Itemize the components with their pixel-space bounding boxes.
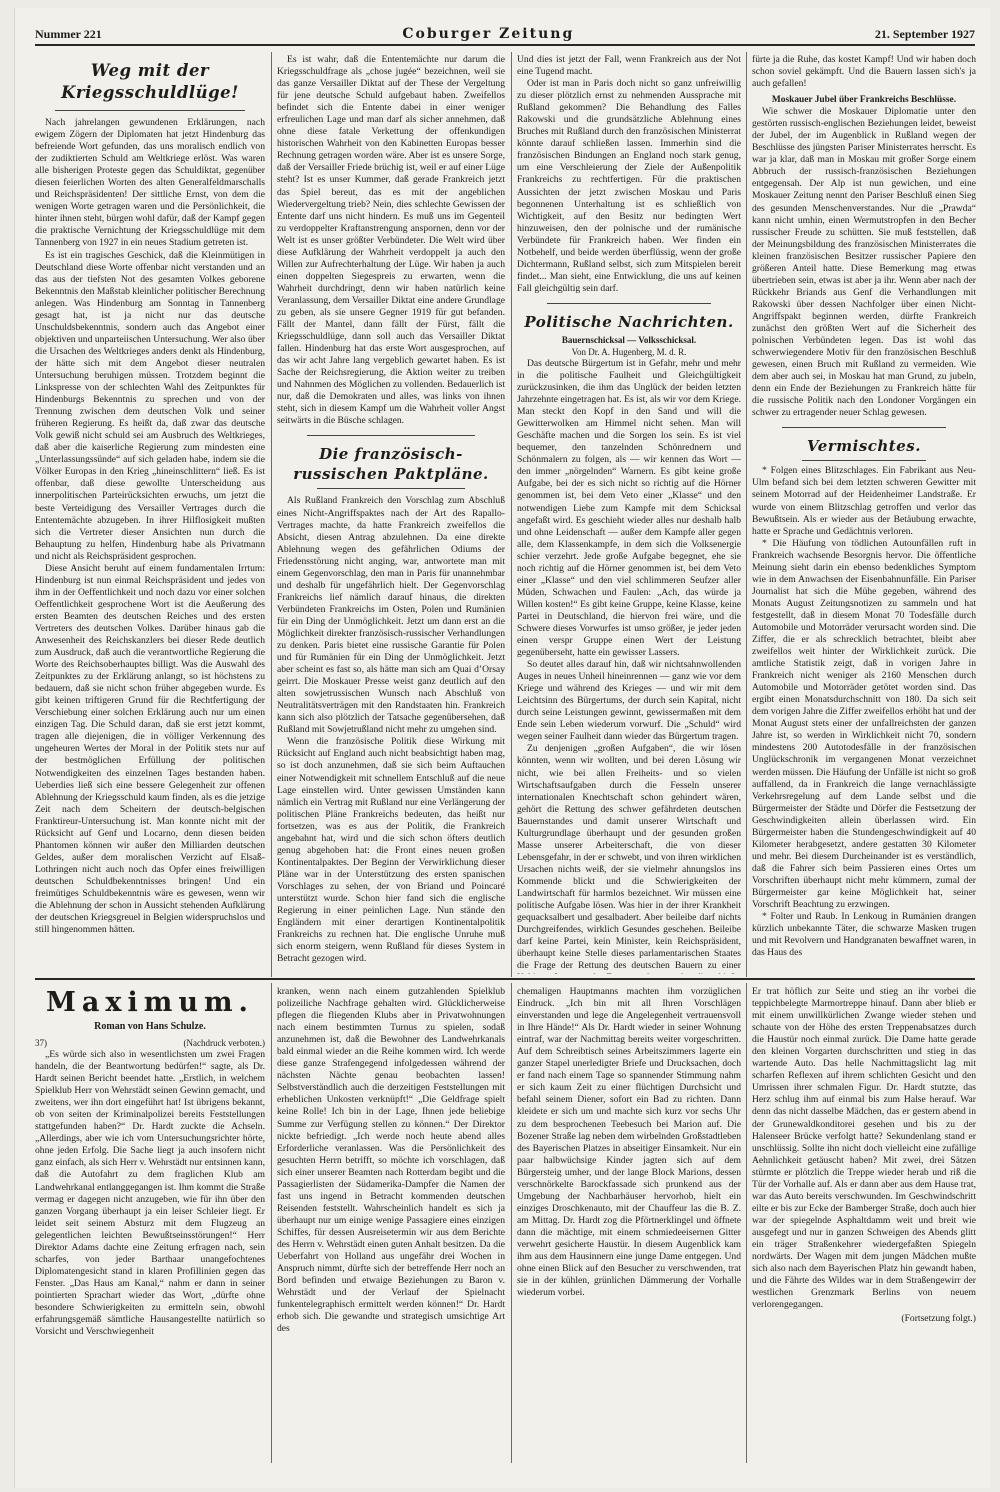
serial-title: Maximum. xyxy=(46,987,254,1018)
newspaper-page xyxy=(14,8,990,1488)
serial-column-4 xyxy=(752,986,976,1464)
subheadline: Bauernschicksal — Volksschicksal. xyxy=(561,334,697,345)
section-rule xyxy=(35,978,975,980)
divider xyxy=(317,488,465,489)
serial-paragraph: Er trat höflich zur Seite und stieg an ihr vorbei die teppichbelegte Marmortreppe hinauf. Dann aber blieb er mit einem unwillkürlichen Zwange wieder stehen und schaute von der Höhe des ersten Treppenabsatzes durch die Haustür noch einmal zurück. Die Dame hatte gerade den kleinen Vorgarten durchschritten und stieg in das wartende Auto. Das helle Nachmittagslicht lag mit scharfen Reflexen auf ihrem schlichten Gesicht und den Umrissen ihrer schmalen Figur. Dr. Hardt stutzte, das Herz schlug ihm auf einmal bis zum Halse herauf. War denn das nicht dasselbe Mädchen, das er gestern abend in der Grunewaldkonditorei gesehen und bis zu der Halenseer Brücke verfolgt hatte? Sekundenlang stand er unschlüssig. Sollte ihn nicht doch vielleicht eine zufällige Aehnlichkeit getäuscht haben? Mit zwei, drei Sätzen stürmte er plötzlich die Treppe wieder herab und riß die Tür der Vorhalle auf. Als er dann aber aus dem Hause trat, war das Auto bereits verschwunden. Im Geschwindschritt eilte er bis zur Ecke der Bamberger Straße, doch auch hier war der spiegelnde Asphaltdamm weit und breit wie ausgefegt und nur in ganzen Schweigen des Abends glitt ein träger Straßenkehrer wiedergefaßten Spiegeln nordwärts. Der Wagen mit dem jungen Mädchen mußte sich also nach dem Bayerischen Platz hin gewandt haben, und die Fährte des Wildes war in dem Straßengewirr der westlichen Grenzmark Berlins von neuem verlorengegangen. xyxy=(752,986,976,1311)
serial-column-3 xyxy=(517,986,741,1464)
article-paragraph: So deutet alles darauf hin, daß wir nichtsahnwollenden Auges in neues Unheil hineinrennen — ganz wie vor dem Kriege und während des Krieges — und wir mit dem Leichtsinn des Bürgertums, der durch sein Kapital, nicht durch seine Leistungen gewinnt, gewissermaßen mit dem Ende sein Leben wiederum vorwurf. Die „Schuld“ wird wegen seiner Faulheit dann wieder das Bürgertum tragen. xyxy=(517,659,741,743)
column-rule xyxy=(511,52,512,977)
headline-vermischtes: Vermischtes. xyxy=(807,437,921,456)
serial-subtitle: Roman von Hans Schulze. xyxy=(94,1021,206,1032)
article-paragraph: Das deutsche Bürgertum ist in Gefahr, mehr und mehr in die politische Faulheit und Gleichgültigkeit zurückzusinken, die ihm das Unglück der beiden letzten Jahrzehnte eingetragen hat. Es ist, als wir vor dem Kriege. Man steckt den Kopf in den Sand und will die Gewitterwolken am Himmel nicht sehen. Man will Geschäfte machen und die Sorgen los sein. Es ist viel bequemer, den tanzelnden Schönrednern und Schönmalern zu folgen, als — wir kennen das Wort — den immer „nörgelnden“ Warnern. Es gibt keine große Aufgabe, bei der es sich nicht so richtig auf die Hörner genommen ist, bei dem Veto einer „Klasse“ und den notwendigen Liebe zum Kampfe mit dem Schicksal angefaßt wird. Es geschieht wieder alles nur deshalb halb und ohne Leidenschaft — außer dem Kampfe aller gegen alle, dem Klassenkampfe, in dem sich die Volksenergie schier verzehrt. Jede große Aufgabe begegnet, ehe sie noch richtig auf die Hörner genommen ist, bei dem Veto einer „Klasse“ und den viel schlimmeren Seufzer aller Müden, Schwachen und Faulen: „Ach, das würde ja Willen kosten!“ Es gibt keine Gruppe, keine Klasse, keine Partei in Deutschland, die hiervon frei wäre, und die Schwere dieses Vorwurfes ist umso größer, je jeder jeden einen verspr Gruppe einen Wert der Leistung gegenüberseht, hatte ein gewisser Lassers. xyxy=(517,357,741,659)
divider xyxy=(782,427,946,428)
rights-notice: (Nachdruck verboten.) xyxy=(183,1038,265,1048)
column-3 xyxy=(517,54,741,974)
article-paragraph: Und dies ist jetzt der Fall, wenn Frankreich aus der Not eine Tugend macht. xyxy=(517,54,741,78)
serial-meta xyxy=(35,1037,265,1049)
article-paragraph: Nach jahrelangen gewundenen Erklärungen, nach ewigem Zögern der Diplomaten hat jetzt Hindenburg das befreiende Wort gefunden, das uns moralisch endlich von der zudiktierten Schuld am Weltkriege erlöst. Was waren alle bisherigen Proteste gegen das Schuldiktat, gegenüber diesen feierlichen Worten des alten Generalfeldmarschalls und Reichspräsidenten! Der sittliche Ernst, von dem die wenigen Worte getragen waren und die Persönlichkeit, die hinter ihnen steht, bürgen wohl dafür, daß der Kampf gegen die praktische Vernichtung der Kriegsschuldlüge mit dem Tannenberg von 1927 in ein neues Stadium getreten ist. xyxy=(35,117,265,249)
article-paragraph: * Die Häufung von tödlichen Autounfällen ruft in Frankreich wachsende Besorgnis hervor. Die öffentliche Meinung sieht darin ein ebenso bedenkliches Symptom wie in dem Anwachsen der Eisenbahnunfälle. Ein Pariser Journalist hat sich die Mühe gegeben, während des Monats August Zeitungsnotizen zu sammeln und hat festgestellt, daß in diesem Monat 70 Todesfälle durch Automobile und Motorräder verursacht worden sind. Die Ziffer, die er als schrecklich betrachtet, bleibt aber zweifellos weit hinter der Wirklichkeit zurück. Die amtliche Statistik zeigt, daß in vorigen Jahre in Frankreich nicht weniger als 2160 Menschen durch Automobile und Motorräder getötet worden sind. Das ergibt einen Monatsdurchschnitt von 180. Da sich seit dem vorigen Jahre die Ziffer zweifellos erhöht hat und der Monat August stets einer der unfallreichsten der ganzen Jahre ist, so werden in Wirklichkeit nicht 70, sondern mindestens 200 Autotodesfälle in der französischen Unglückschronik im vergangenen Monat verzeichnet werden müssen. Die Häufung der Unfälle ist nicht so groß auffallend, da in Frankreich die lange vernachlässigte Verkehrsregelung auf dem Lande selbst und die Bürgermeister der Städte und Dörfer die Festsetzung der Geschwindigkeiten allein überlassen wird. Ein Bürgermeister haben die Stundengeschwindigkeit auf 40 Kilometer herabgesetzt, andere gestatten 30 Kilometer und mehr. Bei diesem Durcheinander ist es verständlich, daß die Fahrer sich beim Passieren eines Ortes um Vorschriften überhaupt nicht mehr kümmern, zumal der Bürgermeister gar keine Möglichkeit hat, seiner Vorschrift Beachtung zu erzwingen. xyxy=(752,537,976,911)
article-paragraph: Wie schwer die Moskauer Diplomatie unter den gestörten russisch-englischen Beziehungen leidet, beweist der Jubel, der im Augenblick in Rußland wegen der Beschlüsse des jüngsten Pariser Ministerrates herrscht. Es war ja klar, daß man in Moskau mit großer Sorge einem Abbruch der russisch-französischen Beziehungen entgegensah. Der Alp ist nun gewichen, und eine Moskauer Zeitung nennt den Pariser Beschluß einen Sieg des gesunden Menschenverstandes. Nur die „Prawda“ kann nicht umhin, einen Wermutstropfen in den Becher russischer Freude zu schütten. Sie muß feststellen, daß der Meinungsbildung des französischen Ministerrates die kleinen französischen Besitzer russischer Papiere den größeren Anteil hatte. Diese Bemerkung mag etwas übertrieben sein, etwas ist aber ja ihr. Wenn aber nach der Rückkehr Briands aus Genf die Verhandlungen mit Rakowski über dessen Nachfolger über einen Nicht-Angriffspakt beginnen werden, dürfte Frankreich zunächst den größten Wert auf die Sicherheit des polnischen Verbündeten legen. Das ist wohl das schwerwiegendere Motiv für den französischen Beschluß gewesen, einen Bruch mit Rußland zu vermeiden. Wie dem aber auch sei, in Moskau hat man Grund, zu jubeln, denn ein Ende der Beziehungen zu Frankreich hätte für die russische Politik nach den Londoner Vorgängen ein schwer zu ertragender neuer Schlag gewesen. xyxy=(752,106,976,419)
serial-column-2 xyxy=(277,986,505,1464)
headline-paktplaene: Die französisch-russischen Paktpläne. xyxy=(293,445,489,484)
serial-paragraph: kranken, wenn nach einem gutzahlenden Spielklub polizeiliche Nachfrage gehalten wird. Glücklicherweise pflegen die fliegenden Klubs aber in Privatwohnungen nach einem bestimmten Turnus zu spielen, sodaß anzunehmen ist, daß die Bewohner des Landwehrkanals bald einmal wieder an die Reihe kommen wird. Ich werde diese ganze Strafengegend infolgedessen während der nächsten Nächte genau beobachten lassen! Selbstverständlich auch die derzeitigen Feststellungen mit erheblichen Unkosten verknüpft!“ „Die Geldfrage spielt keine Rolle! Ich bin in der Lage, Ihnen jede beliebige Summe zur Verfügung stellen zu können.“ Der Direktor nickte befriedigt. „Ich werde noch heute abend alles Erforderliche veranlassen. Was die Persönlichkeit des gesuchten Herrn betrifft, so möchte ich vorschlagen, daß sich einer unserer Beamten nach Rotterdam begibt und die Passagierlisten der Südamerika-Dampfer die Namen der fast uns ingend in Betracht kommenden deutschen Reisenden feststellt. Wahrscheinlich handelt es sich ja überhaupt nur um einige wenige Passagiere eines einzigen Schiffes, für dessen Ausreisetermin wir aus dem Berichte des Herrn v. Wehrstädt einen guten Anhalt besitzen. Da die Ueberfahrt von Holland aus ungefähr drei Wochen in Anspruch nimmt, dürfte sich der betreffende Herr noch an Bord befinden und etwaige Beziehungen zu Baron v. Wehrstädt und der Verlauf der Spielnacht funkentelegraphisch ermittelt werden können!“ Dr. Hardt erhob sich. Die gewandte und strategisch umsichtige Art des xyxy=(277,986,505,1335)
subheadline-moskauer-jubel: Moskauer Jubel über Frankreichs Beschlüsse. xyxy=(771,95,957,106)
byline: Von Dr. A. Hugenberg, M. d. R. xyxy=(571,346,687,357)
serial-paragraph: chemaligen Hauptmanns machten ihm vorzüglichen Eindruck. „Ich bin mit all Ihren Vorschlägen einverstanden und lege die Angelegenheit vertrauensvoll in Ihre Hände!“ Als Dr. Hardt wieder in seiner Wohnung eintraf, war der Nachmittag bereits weiter vorgeschritten. Auf dem Schreibtisch seines Arbeitszimmers lagerte ein ganzer Stapel unerledigter Briefe und Drucksachen, doch er fand nach einem Tage so spannender Stimmung nahm er sich kaum Zeit zu einer flüchtigen Durchsicht und befahl seinem Diener, sofort ein Bad zu richten. Dann kleidete er sich um und machte sich kurz vor sechs Uhr zu dem besprochenen Teebesuch bei Marion auf. Die Bozener Straße lag neben dem wirbelnden Großstadtleben des Bayerischen Platzes in abseitiger Einsamkeit. Nur ein paar halbwüchsige Kinder jagten sich auf dem Bürgersteig umher, und der lange Block Marions, dessen verschnörkelte Barockfassade sich prunkend aus der Umgebung der Nachbarhäuser hervorhob, hielt ein einziges Droschkenauto, mit der Chauffeur las die B. Z. am Mittag. Dr. Hardt zog die Pförtnerklingel und öffnete dann die mächtige, mit einem schmiedeeisernen Gitter verwehrt gesicherte Haustür. In diesem Augenblick kam ihm aus dem Hausinnern eine junge Dame entgegen. Und ohne einen Blick auf den Besucher zu verschwenden, trat sie in der kühlen, grünlichen Dämmerung der Vorhalle wiederum vorbei. xyxy=(517,986,741,1299)
article-paragraph: Oder ist man in Paris doch nicht so ganz unfreiwillig zu dieser plötzlich ernst zu nehmenden Aussprache mit Rußland gekommen? Die Behandlung des Falles Rakowski und die grundsätzliche Ablehnung eines Bruches mit Rußland durch den französischen Ministerrat könnte darauf schließen lassen. Immerhin sind die französischen Bindungen an England noch stark genug, um eine Verschleierung der Ziele der Außenpolitik Frankreichs zu rechtfertigen. Für die praktischen Aussichten der jetzt zwischen Moskau und Paris begonnenen Unterhaltung ist es schließlich von Wichtigkeit, auf den Besitz nur bedingten Wert hinzuweisen, den der polnische und der rumänische Verbündete für Frankreich haben. Wer finden ein Notbehelf, und beide werden überflüssig, wenn der große Dichtermann, Rußland selbst, sich zum Mitspielen bereit findet... Man sieht, eine Entwicklung, die uns auf keinen Fall gleichgültig sein darf. xyxy=(517,78,741,294)
article-paragraph: fürte ja die Ruhe, das kostet Kampf! Und wir haben doch schon soviel gekämpft. Und die Bauern lassen sich's ja auch gefallen! xyxy=(752,54,976,90)
article-paragraph: Als Rußland Frankreich den Vorschlag zum Abschluß eines Nicht-Angriffspaktes nach der Art des Rapallo-Vertrages machte, da hatte Frankreich zweifellos die Absicht, diesen Antrag abzulehnen. Da eine direkte Ablehnung wegen des gefährlichen Odiums der Friedensstörung nicht anging, war, antwortete man mit einem Gegenvorschlag, den man in Paris für unannehmbar und deshalb für ungefährlich hielt. Der Gegenvorschlag Frankreichs lief nämlich darauf hinaus, die direkten Verbündeten Frankreichs im Osten, Polen und Rumänien für ein Ding der Unmöglichkeit. Jetzt um dann erst an die Möglichkeit direkter französisch-russischer Verhandlungen zu denken. Paris bietet eine russische Garantie für Polen und für Rumänien für ein Ding der Unmöglichkeit. Jetzt aber scheint es fast so, als hätte man sich am Quai d’Orsay geirrt. Die Moskauer Presse weist ganz deutlich auf den alten sowjetrussischen Wunsch nach Abschluß von Neutralitätsverträgen mit den Randstaaten hin. Frankreich kann sich also plötzlich der Tatsache gegenübersehen, daß Rußland mit Sowjetrußland nicht mehr zu umgehen sind. xyxy=(277,495,505,736)
divider xyxy=(547,303,711,304)
article-paragraph: Diese Ansicht beruht auf einem fundamentalen Irrtum: Hindenburg ist nun einmal Reichspräsident und jedes von ihm in der Oeffentlichkeit und noch dazu vor einer solchen Oeffentlichkeit gesprochene Wort ist die Aeußerung des ersten Beamten des deutschen Reiches und des ersten Vertreters des deutschen Volkes. Darüber hinaus gab die Anwesenheit des Reichskanzlers bei dieser Rede deutlich zum Ausdruck, daß auch die verantwortliche Regierung die Worte des Reichsoberhauptes billigt. Was die Auswahl des Zeitpunktes zu der Erklärung anlangt, so ist höchstens zu bedauern, daß sie nicht schon früher abgegeben wurde. Es gibt keinen triftigeren Grund für die Rechtfertigung der Verschiebung einer solchen Erklärung auch nur um einen einzigen Tag. Die Schuld daran, daß sie erst jetzt kommt, tragen alle diejenigen, die in völliger Verkennung des ungeheuren Wertes der Moral in der Politik stets nur auf der bestmöglichen Erfüllung der politischen Notwendigkeiten des einzelnen Tages bestanden haben. Ueberdies ließ sich eine bessere Gelegenheit zur offenen Ablehnung der Kriegsschuld kaum finden, als es die jetzige Zeit nach dem Scheitern der deutsch-belgischen Franktireur-Untersuchung ist. Man konnte nicht mit der Rücksicht auf Genf und Locarno, denn diesen beiden Phantomen können wir außer den Milliarden deutschen Geldes, außer dem moralischen Verzicht auf Elsaß-Lothringen nicht auch noch das Opfer eines freiwilligen deutschen Schuldbekenntnisses bringen! Und ein freimütiges Schuldbekenntnis wäre es gewesen, wenn wir die Ablehnung der schon in Aussicht stehenden Aufklärung der deutschen Kriegsgreuel in Belgien widerspruchslos und still hingenommen hätten. xyxy=(35,562,265,936)
issue-number: Nummer 221 xyxy=(35,27,102,41)
divider xyxy=(802,460,926,461)
article-paragraph: * Folgen eines Blitzschlages. Ein Fabrikant aus Neu-Ulm befand sich bei dem letzten schweren Gewitter mit seinem Motorrad auf der Heidenheimer Landstraße. Er wurde von einem Blitzschlag getroffen und verlor das Bewußtsein. Als er wieder aus der Betäubung erwachte, hatte er Sprache und Gedächtnis verloren. xyxy=(752,465,976,537)
column-rule xyxy=(271,52,272,977)
article-paragraph: Wenn die französische Politik diese Wirkung mit Rücksicht auf England auch nicht beabsichtigt haben mag, so ist doch anzunehmen, daß sie sich beim Auftauchen einer Notwendigkeit mit schnellem Entschluß auf die neue Lage einstellen wird. Unter gewissen Umständen kann nämlich ein Vertrag mit Rußland nur eine Verlängerung der politischen Pläne Frankreichs bedeuten, das heißt nur fortsetzen, was es aus der Politik, die Frankreich angebahnt hat, wird und die sich schon öfters deutlich genug abgehoben hat: die Front eines neuen großen Kontinentalpaktes. Der Beginn der Verwirklichung dieser Pläne war in der Unterstützung des ersten spanischen Vorschlages zu sehen, der von Briand und Poincaré unterstützt wurde. Schon hier fand sich die englische Regierung in einer peinlichen Lage. Nun stände den Engländern mit einer derartigen Kontinentalpolitik Frankreichs zu rechnen hat. Die englische Unruhe muß sich enorm steigern, wenn Rußland für dieses System in Betracht gezogen wird. xyxy=(277,736,505,965)
column-rule xyxy=(746,983,747,1463)
article-paragraph: Es ist ein tragisches Geschick, daß die Kleinmütigen in Deutschland diese Worte offenbar nicht verstanden und an das aus der tiefsten Not des gesamten Volkes geborene Bekenntnis den Maßstab kleinlicher politischer Berechnung anlegen. Was Hindenburg am Sonntag in Tannenberg gesagt hat, ist ja nicht nur das deutsche Unschuldsbekenntnis, sondern auch das Angebot einer objektiven und unparteiischen Untersuchung. Wer also über die Ursachen des Weltkrieges anders denkt als Hindenburg, der hätte sich mit dem Angebot dieser neutralen Untersuchung beruhigen müssen. Trotzdem beginnt die Linkspresse von der schlechten Wahl des Zeitpunktes für Hindenburgs Bekenntnis zu sprechen und von der Trennung zwischen dem deutschen Volk und seiner früheren Regierung. Es heißt da, daß zwar das deutsche Volk gewiß nicht schuld sei am Ausbruch des Weltkrieges, daß aber die kaiserliche Regierung zum mindesten eine „Unterlassungssünde“ auf sich geladen habe, indem sie die Völker Europas in den Krieg „hineinschlittern“ ließ. Es ist offenbar, daß diese gewollte Unterscheidung aus innerpolitischen Parteirücksichten erwuchs, um jetzt die beste Verteidigung des Versailler Vertrages durch die Ententemächte abzugeben. In ihrer Hilflosigkeit mußten sich die Vertreter dieser Ansichten nun durch die Behauptung zu helfen, Hindenburg habe als Privatmann und nicht als Reichspräsident gesprochen. xyxy=(35,249,265,562)
article-paragraph: Zu denjenigen „großen Aufgaben“, die wir lösen könnten, wenn wir wollten, und bei deren Lösung wir nicht, wie bei allen Freiheits- und so vielen Wirtschaftsaufgaben durch die Fesseln unserer internationalen Knechtschaft schon gehindert wären, gehört die Rettung des schwer gefährdeten deutschen Bauernstandes und damit unserer Wirtschaft und Kulturgrundlage überhaupt und der gesunden großen Masse unserer Arbeiterschaft, die von dieser Lebensgefahr, in der er schwebt, und von ihren wirklichen Ursachen nichts weiß, der sie vielmehr ahnungslos ins Kommende blickt und die Schwierigkeiten der Landwirtschaft für harmlos bezeichnet. Wir müssen eine politische Aufgabe lösen. Was hier in der ihrer Krankheit gequacksalbert und gesalbadert. Aber beileibe darf nichts Durchgreifendes, wirklich Gesundes geschehen. Beileibe darf keine Partei, kein Minister, kein Reichspräsident, überhaupt keine Stelle dieses parlamentarischen Staates die Frage der Rettung des deutschen Bauern zu einer xyxy=(517,743,741,972)
column-4 xyxy=(752,54,976,974)
article-paragraph: * Folter und Raub. In Lenkoug in Rumänien drangen kürzlich unbekannte Täter, die schwarze Masken trugen und mit Revolvern und Handgranaten bewaffnet waren, in das Haus des xyxy=(752,911,976,959)
divider xyxy=(55,110,245,111)
to-be-continued: (Fortsetzung folgt.) xyxy=(901,1313,976,1325)
column-rule xyxy=(271,983,272,1463)
headline-politische-nachrichten: Politische Nachrichten. xyxy=(524,312,734,331)
column-2 xyxy=(277,54,505,974)
article-paragraph: Es ist wahr, daß die Ententemächte nur darum die Kriegsschuldfrage als „chose jugée“ bezeichnen, weil sie das ganze Versailler Diktat auf der These der Vergeltung für jene deutsche Schuld aufgebaut haben. Zweifellos befindet sich die Entente dabei in einer weniger erfreulichen Lage und man darf als sicher annehmen, daß ohne diese fatale Verkettung der offenkundigen historischen Wahrheit von den Kabinetten Europas besser Rechnung getragen worden wäre. Aber ist es unsere Sorge, daß der Versailler Friede brüchig ist, weil er auf einer Lüge steht? Ist es unser Kummer, daß gerade Frankreich jetzt das Spiel bereut, das es mit der angeblichen Wiedervergeltung trieb? Nein, dies schlechte Gewissen der Entente darf uns nicht hindern. Es muß uns im Gegenteil zu verdoppelter Kraftanstrengung anspornen, denn vor der Welt ist es unser größter Verbündeter. Die Welt wird über diese Aufklärung der Wahrheit verdoppelt ja auch den Willen zur Aufrechterhaltung der Lüge. Wir haben ja auch einen doppelten Siegespreis zu erwarten, wenn die Wahrheit durchdringt, denn wir haben natürlich keine Veranlassung, dem Versailler Diktat eine andere Grundlage zu geben, als sie unsere Gegner 1919 für gut befanden. Fällt der Mantel, dann fällt der Fürst, fällt die Kriegsschuldlüge, dann soll auch das Versailler Diktat fallen. Hindenburg hat das erste Wort ausgesprochen, auf das wir acht Jahre lang vergeblich gewartet haben. Es ist Sache der Reichsregierung, die Aktion weiter zu treiben und Nahnmen des Möglichen zu vollenden. Bedauerlich ist nur, daß die Demokraten und alles, was links von ihnen steht, sich in diesem Kampf um die Wahrheit voller Angst seitwärts in die Büsche schlagen. xyxy=(277,54,505,427)
installment-number: 37) xyxy=(35,1038,47,1048)
column-rule xyxy=(511,983,512,1463)
column-rule xyxy=(746,52,747,977)
divider xyxy=(307,435,475,436)
issue-date: 21. September 1927 xyxy=(874,27,975,41)
masthead xyxy=(35,24,975,46)
newspaper-title: Coburger Zeitung xyxy=(402,26,575,42)
column-1 xyxy=(35,54,265,974)
serial-column-1 xyxy=(35,986,265,1464)
headline-kriegsschuldluege: Weg mit der Kriegsschuldlüge! xyxy=(61,61,239,102)
serial-paragraph: „Es würde sich also in wesentlichsten um zwei Fragen handeln, die der Beantwortung bedürfen!“ sagte, als Dr. Hardt seinen Bericht beendet hatte. „Erstlich, in welchem Spielklub Herr von Wehrstädt seinen Gewinn gemacht, und zweitens, wer ihn dort eingeführt hat! Ist übrigens bekannt, ob von seiten der Kriminalpolizei bereits Feststellungen stattgefunden haben?“ Dr. Hardt zuckte die Achseln. „Allerdings, aber wie ich vom Untersuchungsrichter hörte, ohne jeden Erfolg. Die Sache liegt ja auch insofern nicht ganz einfach, als sich Herr v. Wehrstädt nur entsinnen kann, daß die Autofahrt zu dem fraglichen Klub am Landwehrkanal entlanggegangen ist. Ihm kommt die Straße vermag er dagegen nicht anzugeben, wie für ihn über den ganzen Vorgang überhaupt ja ein leiser Schleier liegt. Er leidet seit seinem Absturz mit dem Flugzeug an gelegentlichen leichten Bewußtseinsstörungen!“ Herr Direktor Adams dachte eine Zeitung erfragen nach, sein scharfes, von jeder Barthaar unangefochtenes Diplomatengesicht stand in klaren Profillinien gegen das Fenster. „Das Haus am Kanal,“ nahm er dann in seiner pointierten Sprachart wieder das Wort, „dürfte ohne besondere Schwierigkeiten zu ermitteln sein, obwohl erfahrungsgemäß sämtliche Hausangestellte natürlich so Vorsicht und Verschwiegenheit xyxy=(35,1049,265,1338)
